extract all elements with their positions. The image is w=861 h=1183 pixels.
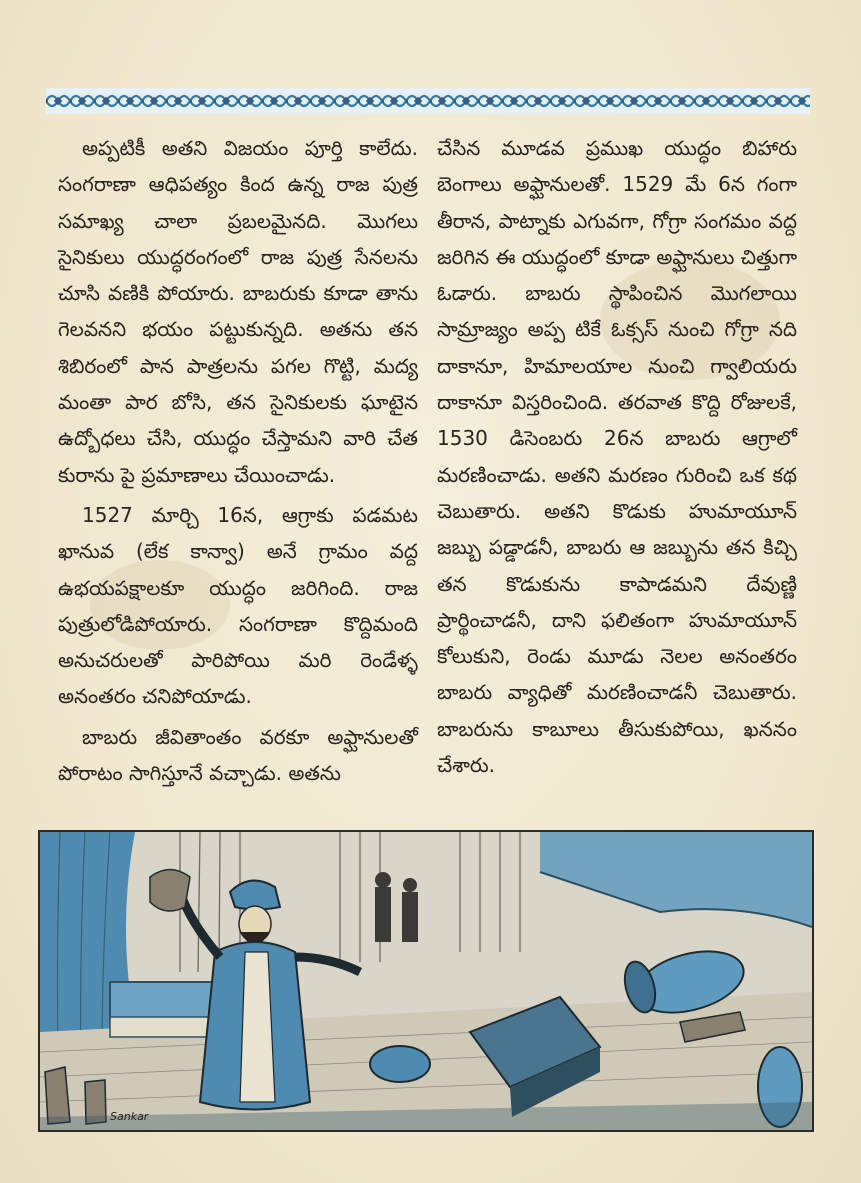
text-column-left [58,130,418,791]
illustration-babur-tent [38,830,814,1132]
paragraph: అప్పటికీ అతని విజయం పూర్తి కాలేదు. సంగరాణా ఆధిపత్యం కింద ఉన్న రాజ పుత్ర సమాఖ్య చాలా ప్రబలమైనది. మొగలు సైనికులు యుద్ధరంగంలో రాజ పుత్ర సేనలను చూసి వణికి పోయారు. బాబరుకు కూడా తాను గెలవనని భయం పట్టుకున్నది. అతను తన శిబిరంలో పాన పాత్రలను పగల గొట్టి, మద్య మంతా పార బోసి, తన సైనికులకు ఘాటైన ఉద్బోధలు చేసి, యుద్ధం చేస్తామని వారి చేత కురాను పై ప్రమాణాలు చేయించాడు. [58,136,418,487]
decorative-border [46,88,810,114]
text-column-right [437,130,797,783]
paragraph: బాబరు జీవితాంతం వరకూ అఫ్ఘానులతో పోరాటం సాగిస్తూనే వచ్చాడు. అతను [58,724,418,786]
paragraph: చేసిన మూడవ ప్రముఖ యుద్ధం బిహారు బెంగాలు అఫ్ఘానులతో. 1529 మే 6న గంగా తీరాన, పాట్నాకు ఎగువగా, గోగ్రా సంగమం వద్ద జరిగిన ఈ యుద్ధంలో కూడా అఫ్ఘానులు చిత్తుగా ఓడారు. బాబరు స్థాపించిన మొగలాయి సామ్రాజ్యం అప్ప టికే ఓక్సస్ నుంచి గోగ్రా నది దాకానూ, హిమాలయాల నుంచి గ్వాలియరు దాకానూ విస్తరించింది. తరవాత కొద్ది రోజులకే, 1530 డిసెంబరు 26న బాబరు ఆగ్రాలో మరణించాడు. అతని మరణం గురించి ఒక కథ చెబుతారు. అతని కొడుకు హుమాయూన్ జబ్బు పడ్డాడనీ, బాబరు ఆ జబ్బును తన కిచ్చి తన కొడుకును కాపాడమని దేవుణ్ణి ప్రార్థించాడనీ, దాని ఫలితంగా హుమాయూన్ కోలుకుని, రెండు మూడు నెలల అనంతరం బాబరు వ్యాధితో మరణించాడనీ చెబుతారు. బాబరును కాబూలు తీసుకుపోయి, ఖననం చేశారు. [437,136,797,778]
artist-signature: Sankar [110,1110,149,1123]
paragraph: 1527 మార్చి 16న, ఆగ్రాకు పడమట ఖానువ (లేక కాన్వా) అనే గ్రామం వద్ద ఉభయపక్షాలకూ యుద్ధం జరిగింది. రాజ పుత్రులోడిపోయారు. సంగరాణా కొద్దిమంది అనుచరులతో పారిపోయి మరి రెండేళ్ళ అనంతరం చనిపోయాడు. [58,502,418,709]
